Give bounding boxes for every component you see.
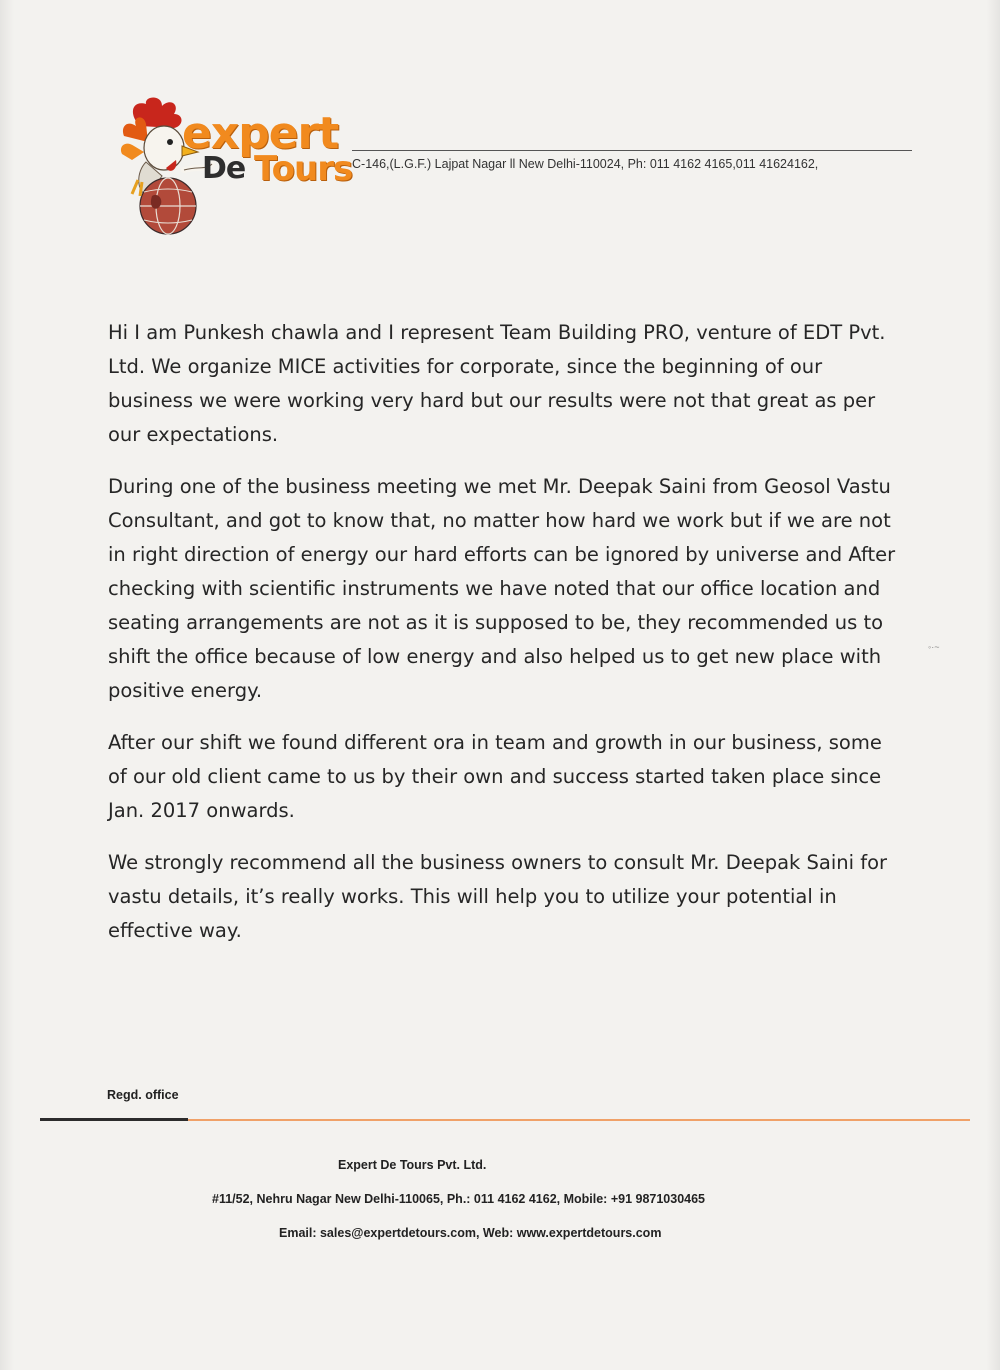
letter-paragraph: Hi I am Punkesh chawla and I represent Team Building PRO, venture of EDT Pvt. Ltd. We organize MICE activities for corporate, since the beginning of our business we were working very hard but our results were not that great as per our expectations. bbox=[108, 321, 886, 446]
scan-edge-right bbox=[986, 0, 1000, 1370]
footer-rule-orange bbox=[188, 1119, 970, 1121]
footer-address: #11/52, Nehru Nagar New Delhi-110065, Ph.: 011 4162 4162, Mobile: +91 9871030465 bbox=[212, 1192, 706, 1206]
footer-company-name: Expert De Tours Pvt. Ltd. bbox=[338, 1158, 487, 1172]
letterhead-rule bbox=[352, 150, 912, 151]
letter-paragraph: We strongly recommend all the business owners to consult Mr. Deepak Saini for vastu details, it’s really works. This will help you to utilize your potential in effective way. bbox=[108, 851, 888, 942]
regd-office-label: Regd. office bbox=[107, 1088, 179, 1102]
footer-rule-dark bbox=[40, 1118, 188, 1121]
letter-paragraph: After our shift we found different ora in team and growth in our business, some of our old client came to us by their own and success started taken place since Jan. 2017 onwards. bbox=[108, 731, 882, 822]
letter-body bbox=[108, 316, 898, 966]
letterhead-address: C-146,(L.G.F.) Lajpat Nagar ll New Delhi-110024, Ph: 011 4162 4165,011 41624162, bbox=[352, 157, 819, 171]
expert-de-tours-logo bbox=[118, 96, 353, 238]
logo-word-expert: expert bbox=[182, 108, 339, 159]
logo-word-tours: Tours bbox=[254, 149, 353, 189]
logo-word-de: De bbox=[202, 151, 246, 186]
scan-edge-left bbox=[0, 0, 14, 1370]
scan-speck: ◦·~ bbox=[928, 642, 940, 652]
letter-paragraph: During one of the business meeting we met Mr. Deepak Saini from Geosol Vastu Consultant, and got to know that, no matter how hard we work but if we are not in right direction of energy our hard efforts can be ignored by universe and After checking with scientific instruments we have noted that our office location and seating arrangements are not as it is supposed to be, they recommended us to shift the office because of low energy and also helped us to get new place with positive energy. bbox=[108, 475, 896, 702]
footer-contact: Email: sales@expertdetours.com, Web: www.expertdetours.com bbox=[279, 1226, 662, 1240]
